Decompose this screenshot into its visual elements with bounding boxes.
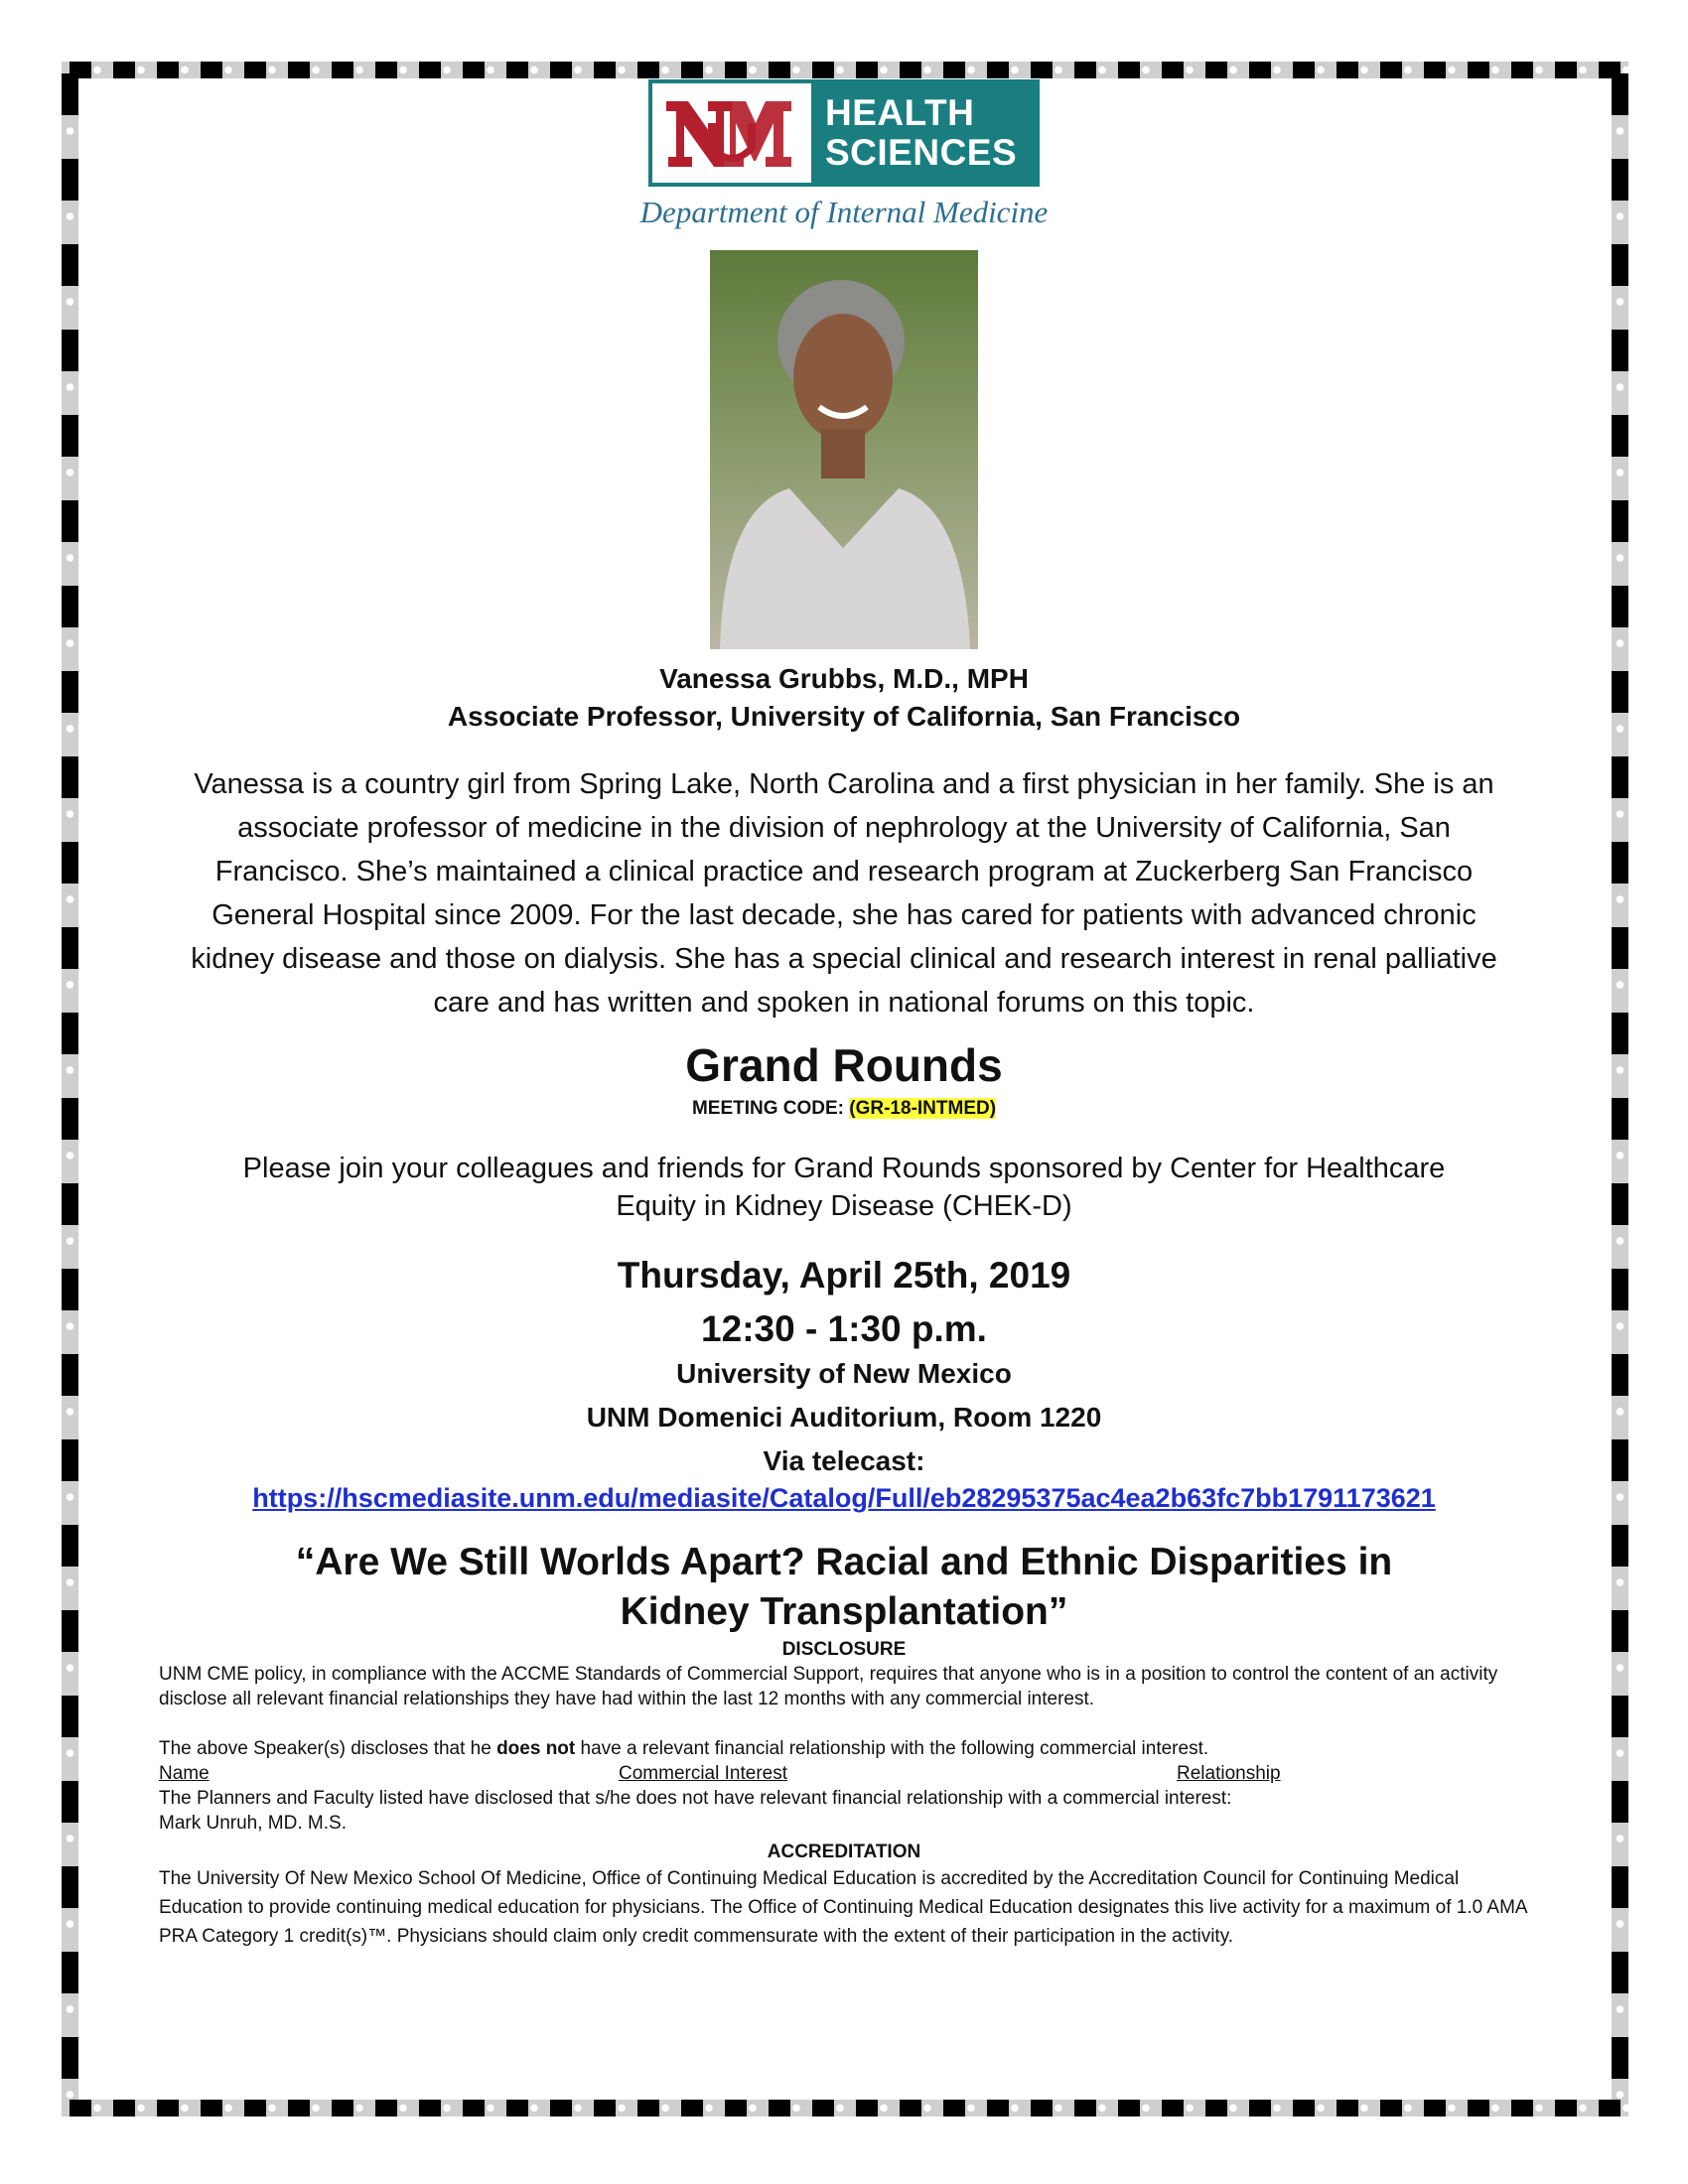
meeting-code-label: MEETING CODE: (691, 1098, 844, 1119)
border-left (62, 62, 78, 2116)
meeting-code-value: (GR-18-INTMED) (849, 1098, 997, 1119)
speaker-disclosure-pre: The above Speaker(s) discloses that he (159, 1738, 497, 1759)
border-bottom (62, 2100, 1628, 2116)
accreditation-text: The University Of New Mexico School Of Medicine, Office of Continuing Medical Education is accredited by the Accreditation Council for Continuing Medical Education to provide continuing medical education for physicians. The Office of Continuing Medical Education designates this live activity for a maximum of 1.0 AMA PRA Category 1 credit(s)™. Physicians should claim only credit commensurate with the extent of their participation in the activity. (159, 1868, 1527, 1947)
disclosure-section (159, 1637, 1529, 1951)
unm-health-sciences-logo (648, 79, 1040, 187)
event-room: UNM Domenici Auditorium, Room 1220 (586, 1402, 1102, 1433)
speaker-bio: Vanessa is a country girl from Spring Lake, North Carolina and a first physician in her family. She is an associate professor of medicine in the division of nephrology at the University of California, San Francisco. She’s maintained a clinical practice and research program at Zuckerberg San Francisco General Hospital since 2009. For the last decade, she has cared for patients with advanced chronic kidney disease and those on dialysis. She has a special clinical and research interest in renal palliative care and has written and spoken in national forums on this topic. (191, 768, 1497, 1019)
meeting-code (149, 1098, 1539, 1120)
telecast-link[interactable]: https://hscmediasite.unm.edu/mediasite/Catalog/Full/eb28295375ac4ea2b63fc7bb1791173621 (252, 1483, 1436, 1513)
event-time: 12:30 - 1:30 p.m. (701, 1308, 987, 1349)
talk-title (149, 1538, 1539, 1637)
speaker-disclosure-bold: does not (496, 1738, 576, 1759)
telecast-label: Via telecast: (763, 1445, 925, 1476)
speaker-title: Associate Professor, University of California, San Francisco (447, 701, 1241, 732)
border-right (1612, 62, 1628, 2116)
column-relationship: Relationship (1177, 1763, 1281, 1784)
column-name: Name (159, 1763, 210, 1784)
logo-line-2: SCIENCES (825, 132, 1018, 173)
planner-name: Mark Unruh, MD. M.S. (159, 1813, 347, 1834)
logo-line-1: HEALTH (825, 92, 975, 133)
planners-disclosure: The Planners and Faculty listed have disclosed that s/he does not have relevant financial relationship with a commercial interest: (159, 1788, 1232, 1809)
speaker-disclosure-post: have a relevant financial relationship with the following commercial interest. (575, 1738, 1209, 1759)
accreditation-heading: ACCREDITATION (767, 1842, 921, 1862)
speaker-disclosure (159, 1736, 1529, 1761)
talk-title-line-1: “Are We Still Worlds Apart? Racial and Ethnic Disparities in (295, 1541, 1393, 1583)
disclosure-heading: DISCLOSURE (781, 1639, 907, 1660)
invitation-line: Please join your colleagues and friends for Grand Rounds sponsored by Center for Healthcare Equity in Kidney Disease (CHEK-D) (242, 1153, 1446, 1222)
event-institution: University of New Mexico (676, 1358, 1012, 1389)
talk-title-line-2: Kidney Transplantation” (620, 1590, 1068, 1633)
invitation-text (233, 1150, 1455, 1225)
column-commercial-interest: Commercial Interest (619, 1763, 787, 1784)
disclosure-columns (159, 1761, 1529, 1786)
flyer-content (149, 79, 1539, 1951)
event-title: Grand Rounds (685, 1039, 1003, 1091)
logo-text (825, 93, 1017, 173)
department-name: Department of Internal Medicine (639, 195, 1049, 229)
speaker-photo (710, 250, 978, 649)
border-top (62, 62, 1628, 78)
disclosure-policy: UNM CME policy, in compliance with the ACCME Standards of Commercial Support, requires that anyone who is in a position to control the content of an activity disclose all relevant financial relationships they have had within the last 12 months with any commercial interest. (159, 1664, 1498, 1709)
speaker-name: Vanessa Grubbs, M.D., MPH (659, 663, 1029, 694)
event-date: Thursday, April 25th, 2019 (617, 1255, 1071, 1296)
unm-logo-mark-icon (652, 83, 811, 183)
